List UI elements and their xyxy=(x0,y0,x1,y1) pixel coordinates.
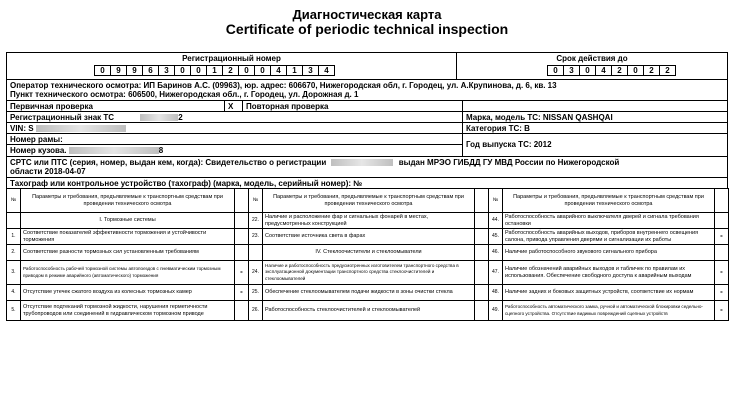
body-number-label: Номер кузова. xyxy=(10,146,67,155)
redacted-certificate-number xyxy=(331,159,393,166)
repeat-check-label: Повторная проверка xyxy=(243,101,463,111)
table-row xyxy=(7,213,729,229)
item-mark xyxy=(715,245,729,261)
header-params: Параметры и требования, предъявляемые к транспортным средствам при проведении технического осмотра xyxy=(503,189,715,213)
item-requirement: Соответствие разности тормозных сил установленным требованиям xyxy=(21,245,235,261)
item-mark xyxy=(235,245,249,261)
table-row xyxy=(7,261,729,285)
item-number: 26. xyxy=(249,301,263,321)
title-ru: Диагностическая карта xyxy=(292,7,442,22)
section-heading: I. Тормозные системы xyxy=(21,213,235,229)
item-requirement: Соответствие источника света в фарах xyxy=(263,229,475,245)
item-mark xyxy=(235,229,249,245)
validity-digit: 0 xyxy=(627,65,644,76)
item-requirement: Наличие обозначений аварийных выходов и табличек по правилам их использования. Обеспечение свободного доступа к аварийным выходам xyxy=(503,261,715,285)
certificate xyxy=(6,7,728,317)
item-mark xyxy=(475,229,489,245)
item-requirement: Работоспособность аварийных выходов, приборов внутреннего освещения салона, привода управления дверями и сигнализации их работы xyxy=(503,229,715,245)
header-mark xyxy=(475,189,489,213)
validity-digits xyxy=(548,65,724,76)
validity-digit: 3 xyxy=(563,65,580,76)
item-requirement: Отсутствие утечек сжатого воздуха из колесных тормозных камер xyxy=(21,285,235,301)
item-mark: - xyxy=(715,285,729,301)
item-mark xyxy=(235,213,249,229)
item-number: 1. xyxy=(7,229,21,245)
header-num: № xyxy=(7,189,21,213)
primary-check-mark: X xyxy=(225,101,243,111)
reg-number-digit: 6 xyxy=(142,65,159,76)
section-heading: IV. Стеклоочистители и стеклоомыватели xyxy=(263,245,475,261)
item-requirement: Соответствие показателей эффективности торможения и устойчивости торможения xyxy=(21,229,235,245)
item-number: 44. xyxy=(489,213,503,229)
reg-number-digit: 4 xyxy=(270,65,287,76)
frame-number: Номер рамы: xyxy=(7,134,463,145)
item-number: 49. xyxy=(489,301,503,321)
validity-digit: 2 xyxy=(659,65,676,76)
item-number: 47. xyxy=(489,261,503,285)
validity-digit: 2 xyxy=(643,65,660,76)
item-number: 46. xyxy=(489,245,503,261)
reg-sign-label: Регистрационный знак ТС xyxy=(10,113,115,122)
redacted-body-number xyxy=(69,147,159,154)
redacted-reg-sign xyxy=(140,114,178,121)
document-title xyxy=(6,8,728,36)
item-mark: - xyxy=(715,261,729,285)
table-row xyxy=(7,285,729,301)
srts-text-a: СРТС или ПТС (серия, номер, выдан кем, когда): Свидетельство о регистрации xyxy=(10,158,327,167)
item-mark: - xyxy=(235,261,249,285)
validity-label: Срок действия до xyxy=(556,54,628,63)
item-number: 24. xyxy=(249,261,263,285)
header-params: Параметры и требования, предъявляемые к транспортным средствам при проведении технического осмотра xyxy=(263,189,475,213)
item-requirement: Работоспособность автоматического замка, ручной и автоматической блокировки седельно-сцепного устройства. Отсутствие видимых повреждений сцепных устройств xyxy=(503,301,715,321)
primary-check-label: Первичная проверка xyxy=(7,101,225,111)
item-mark xyxy=(475,261,489,285)
reg-number-digit: 0 xyxy=(174,65,191,76)
operator-line: Оператор технического осмотра: ИП Баринов А.С. (09963), юр. адрес: 606670, Нижегородская обл, г. Городец, ул. А.Крупинова, д. 6, кв. 13 xyxy=(10,81,557,90)
reg-number-digit: 1 xyxy=(286,65,303,76)
item-mark xyxy=(475,285,489,301)
inspection-point-line: Пункт технического осмотра: 606500, Нижегородская обл., г. Городец, ул. Дорожная д. 1 xyxy=(10,90,359,99)
item-mark xyxy=(475,213,489,229)
item-number: 4. xyxy=(7,285,21,301)
srts-text-2: области 2018-04-07 xyxy=(10,167,86,176)
reg-sign-tail: 2 xyxy=(178,113,183,122)
reg-number-digit: 9 xyxy=(110,65,127,76)
item-requirement: Наличие и расположение фар и сигнальных фонарей в местах, предусмотренных конструкцией xyxy=(263,213,475,229)
header-params: Параметры и требования, предъявляемые к транспортным средствам при проведении технического осмотра xyxy=(21,189,235,213)
reg-number-digit: 0 xyxy=(238,65,255,76)
parameters-table xyxy=(6,188,729,321)
vin-cell xyxy=(7,123,463,133)
reg-number-digit: 2 xyxy=(222,65,239,76)
item-requirement: Наличие и работоспособность предусмотренных изготовителем транспортного средства в эксплуатационной документации транспортного средства стеклоочистителей и стеклоомывателей xyxy=(263,261,475,285)
srts-cell xyxy=(7,157,727,177)
make-model: Марка, модель ТС: NISSAN QASHQAI xyxy=(466,113,613,122)
validity-digit: 0 xyxy=(547,65,564,76)
item-mark xyxy=(715,213,729,229)
item-requirement: Отсутствие подтеканий тормозной жидкости, нарушения герметичности трубопроводов или соединений в гидравлическом тормозном приводе xyxy=(21,301,235,321)
item-number: 3. xyxy=(7,261,21,285)
validity-cell xyxy=(457,53,727,79)
item-number xyxy=(249,245,263,261)
item-requirement: Наличие задних и боковых защитных устройств, соответствие их нормам xyxy=(503,285,715,301)
operator-cell xyxy=(7,80,727,100)
body-number-cell xyxy=(7,145,463,156)
item-number: 45. xyxy=(489,229,503,245)
validity-digit: 4 xyxy=(595,65,612,76)
item-mark: - xyxy=(715,301,729,321)
item-number xyxy=(7,213,21,229)
table-header-row xyxy=(7,189,729,213)
header-num: № xyxy=(249,189,263,213)
reg-number-digit: 3 xyxy=(158,65,175,76)
item-mark xyxy=(475,245,489,261)
reg-number-digit: 9 xyxy=(126,65,143,76)
reg-number-digit: 0 xyxy=(190,65,207,76)
redacted-vin xyxy=(36,125,126,132)
tachograph-line: Тахограф или контрольное устройство (тахограф) (марка, модель, серийный номер): № xyxy=(10,179,363,188)
reg-number-digit: 1 xyxy=(206,65,223,76)
title-en: Certificate of periodic technical inspection xyxy=(225,21,509,37)
reg-number-block xyxy=(6,52,728,80)
item-number: 2. xyxy=(7,245,21,261)
validity-digit: 2 xyxy=(611,65,628,76)
check-type-blank xyxy=(463,101,727,111)
table-row xyxy=(7,301,729,321)
item-requirement: Работоспособность стеклоочистителей и стеклоомывателей xyxy=(263,301,475,321)
srts-block xyxy=(6,156,728,178)
reg-number-digit: 0 xyxy=(94,65,111,76)
reg-number-label: Регистрационный номер xyxy=(182,54,281,63)
item-mark xyxy=(475,301,489,321)
item-number: 23. xyxy=(249,229,263,245)
item-mark: - xyxy=(715,229,729,245)
item-requirement: Работоспособность аварийного выключателя дверей и сигнала требования остановки xyxy=(503,213,715,229)
frame-body-row xyxy=(6,133,728,157)
item-requirement: Наличие работоспособного звукового сигнального прибора xyxy=(503,245,715,261)
header-mark xyxy=(715,189,729,213)
reg-number-cell xyxy=(7,53,457,79)
table-row xyxy=(7,245,729,261)
validity-digit: 0 xyxy=(579,65,596,76)
header-num: № xyxy=(489,189,503,213)
item-requirement: Обеспечение стеклоомывателем подачи жидкости в зоны очистки стекла xyxy=(263,285,475,301)
item-number: 22. xyxy=(249,213,263,229)
item-number: 25. xyxy=(249,285,263,301)
reg-number-digit: 3 xyxy=(302,65,319,76)
reg-number-digits xyxy=(95,65,453,76)
reg-number-digit: 0 xyxy=(254,65,271,76)
item-mark xyxy=(235,301,249,321)
header-mark xyxy=(235,189,249,213)
srts-text-b: выдан МРЭО ГИБДД ГУ МВД России по Нижегородской xyxy=(398,158,620,167)
item-number: 5. xyxy=(7,301,21,321)
body-number-tail: 8 xyxy=(158,146,164,155)
item-requirement: Работоспособность рабочей тормозной системы автопоездов с пневматическим тормозным приводом в режиме аварийного (автоматического) торможения xyxy=(21,261,235,285)
reg-number-digit: 4 xyxy=(318,65,335,76)
vehicle-category: Категория ТС: B xyxy=(466,124,530,133)
vin-label: VIN: S xyxy=(10,124,34,133)
operator-block xyxy=(6,79,728,101)
manufacture-year: Год выпуска ТС: 2012 xyxy=(466,140,552,149)
item-mark: - xyxy=(235,285,249,301)
reg-sign-cell xyxy=(7,112,463,122)
table-row xyxy=(7,229,729,245)
item-number: 48. xyxy=(489,285,503,301)
